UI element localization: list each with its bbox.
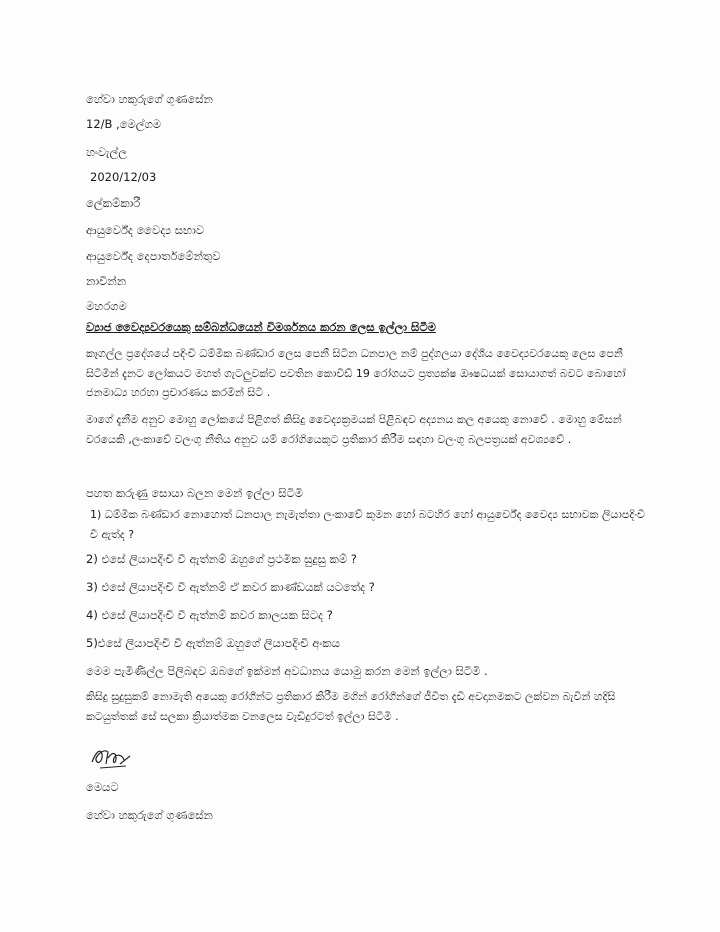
body-intro: පහත කරුණු සොයා බලන මෙන් ඉල්ලා සිටිමි xyxy=(86,486,304,500)
question-4: 4) එසේ ලියාපදිංචි වී ඇත්නම් කවර කාලයක සිටද ? xyxy=(86,608,333,622)
question-3: 3) එසේ ලියාපදිංචි වී ඇත්නම් ඒ කවර කාණ්ඩයක් යටතේද ? xyxy=(86,580,375,594)
body-paragraph-2: මාගේ දැනීම අනුව මොහු ලෝකයේ පිළිගත් කිසිදු වෛද්‍යක්‍රමයක් පිළිබඳව අද්‍යනය කල අයෙකු නොවේ . මොහු මේසන් වරයෙකි ,ලංකාවේ වලංගු නීතිය අනුව යම් රෝගියෙකුට ප්‍රතිකාර කිරීම සඳහා වලංගු බලපත්‍රයක් අවශ්‍යවේ . xyxy=(86,413,622,446)
question-2: 2) එසේ ලියාපදිංචි වී ඇත්නම් ඔහුගේ ප්‍රථමික සුදුසු කම් ? xyxy=(86,552,357,566)
request-paragraph: මෙම පැමිණිල්ල පිලිබඳව ඔබගේ ඉක්මන් අවධානය යොමු කරන මෙන් ඉල්ලා සිටිමි . xyxy=(86,664,488,678)
sign-off-label: මෙයට xyxy=(86,780,119,794)
question-5: 5)එසේ ලියාපදිංචි වී ඇත්නම් ඔහුගේ ලියාපදිංචි අංකය xyxy=(86,636,340,650)
recipient-line5: මහරගම xyxy=(86,299,127,313)
letter-subject: ව්‍යාජ වෛද්‍යවරයෙකු සම්බන්ධයෙන් විමර්ශනය කරන ලෙස ඉල්ලා සිටීම xyxy=(86,320,436,334)
closing-paragraph: කිසිදු සුදුසුකම් නොමැති අයෙකු රෝගීන්ට ප්‍රතිකාර කිරීම මගින් රෝගීන්ගේ ජීවිත දැඩි අවදානමකට ලක්වන බැවින් හදිසි කටයුත්තක් සේ සලකා ක්‍රියාත්මක වනලෙස වැඩිදුරටත් ඉල්ලා සිටිමි . xyxy=(86,690,616,723)
sender-address-line2: හංවැල්ල xyxy=(86,145,127,159)
recipient-line4: නාවින්න xyxy=(86,274,127,288)
recipient-line2: ආයුර්වේද වෛද්‍ය සභාව xyxy=(86,223,205,237)
body-paragraph-1: කෑගල්ල ප්‍රදේශයේ පදිංචි ධම්මික බණ්ඩාර ලෙස පෙනී සිටින ධනපාල නම් පුද්ගලයා දේශීය වෛද්‍යවරයෙකු ලෙස පෙනී සිටිමින් දැනට ලෝකයට මහත් ගැටලුවක්ව පවතින කොවිඩ් 19 රෝගයට ප්‍රත්‍යක්ෂ ඖෂධයක් සොයාගත් බවට බොහෝ ජනමාධ්‍ය හරහා ප්‍රචාරණය කරමින් සිටී . xyxy=(86,347,626,399)
sender-address-line1: 12/B ,මෙල්ගම xyxy=(86,117,162,131)
letter-date: 2020/12/03 xyxy=(90,170,157,184)
recipient-line1: ලේකම්කාරී xyxy=(86,196,141,210)
question-1: 1) ධම්මික බණ්ඩාර නොහොත් ධනපාල නැමැත්තා ලංකාවේ කුමන හෝ බටහිර හෝ ආයුර්වේද වෛද්‍ය සභාවක ලියාපදිංචි වී ඇත්ද ? xyxy=(90,508,645,541)
sign-off-name: හේවා හකුරුගේ ගුණසේන xyxy=(86,808,213,822)
signature xyxy=(86,738,136,774)
sender-name: හේවා හකුරුගේ ගුණසේන xyxy=(86,92,213,106)
recipient-line3: ආයුර්වේද දෙපාර්තමේන්තුව xyxy=(86,249,221,263)
